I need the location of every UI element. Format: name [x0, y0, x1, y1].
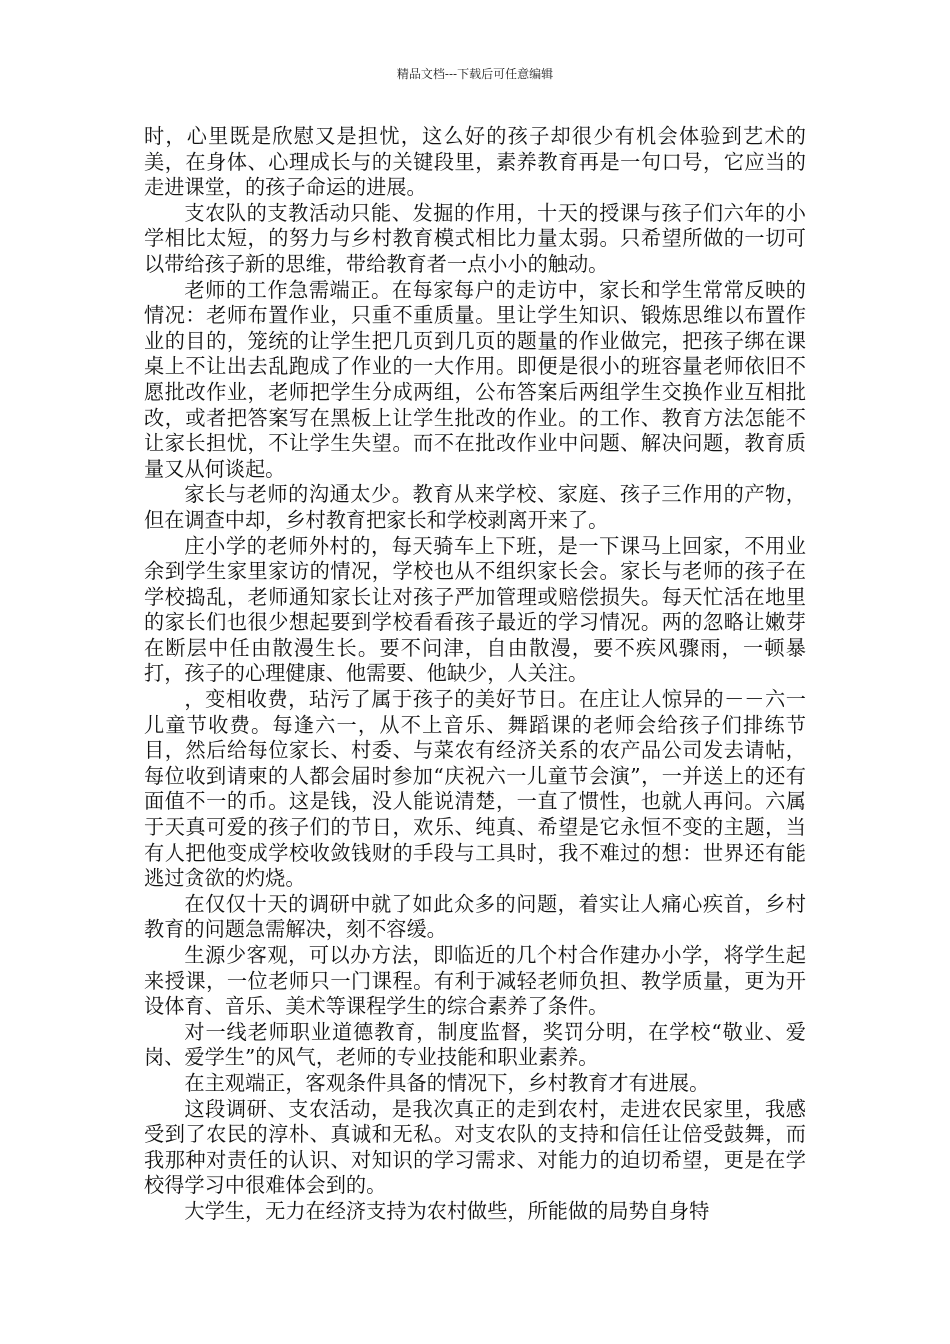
paragraph: 在仅仅十天的调研中就了如此众多的问题，着实让人痛心疾首，乡村教育的问题急需解决，刻不容缓。 [144, 891, 806, 942]
paragraph: 这段调研、支农活动，是我次真正的走到农村，走进农民家里，我感受到了农民的淳朴、真诚和无私。对支农队的支持和信任让倍受鼓舞，而我那种对责任的认识、对知识的学习需求、对能力的迫切希望，更是在学校得学习中很难体会到的。 [144, 1096, 806, 1198]
paragraph: 大学生，无力在经济支持为农村做些，所能做的局势自身特 [184, 1198, 710, 1223]
paragraph: 老师的工作急需端正。在每家每户的走访中，家长和学生常常反映的情况：老师布置作业，只重不重质量。里让学生知识、锻炼思维以布置作业的目的，笼统的让学生把几页到几页的题量的作业做完，把孩子绑在课桌上不让出去乱跑成了作业的一大作用。即便是很小的班容量老师依旧不愿批改作业，老师把学生分成两组，公布答案后两组学生交换作业互相批改，或者把答案写在黑板上让学生批改的作业。的工作、教育方法怎能不让家长担忧，不让学生失望。而不在批改作业中问题、解决问题，教育质量又从何谈起。 [144, 277, 806, 481]
page-header: 精品文档---下载后可任意编辑 [396, 67, 554, 81]
paragraph: 时，心里既是欣慰又是担忧，这么好的孩子却很少有机会体验到艺术的美，在身体、心理成长与的关键段里，素养教育再是一句口号，它应当的走进课堂，的孩子命运的进展。 [144, 124, 806, 200]
paragraph: 在主观端正，客观条件具备的情况下，乡村教育才有进展。 [184, 1070, 710, 1095]
paragraph: 家长与老师的沟通太少。教育从来学校、家庭、孩子三作用的产物，但在调查中却，乡村教育把家长和学校剥离开来了。 [144, 482, 806, 532]
document-body [144, 124, 806, 1225]
paragraph: 支农队的支教活动只能、发掘的作用，十天的授课与孩子们六年的小学相比太短，的努力与乡村教育模式相比力量太弱。只希望所做的一切可以带给孩子新的思维，带给教育者一点小小的触动。 [144, 200, 806, 276]
paragraph: ，变相收费，玷污了属于孩子的美好节日。在庄让人惊异的－－六一儿童节收费。每逢六一，从不上音乐、舞蹈课的老师会给孩子们排练节目，然后给每位家长、村委、与菜农有经济关系的农产品公司发去请帖，每位收到请柬的人都会届时参加“庆祝六一儿童节会演”，一并送上的还有面值不一的币。这是钱，没人能说清楚，一直了惯性，也就人再问。六属于天真可爱的孩子们的节日，欢乐、纯真、希望是它永恒不变的主题，当有人把他变成学校收敛钱财的手段与工具时，我不难过的想：世界还有能逃过贪欲的灼烧。 [144, 687, 806, 891]
paragraph: 生源少客观，可以办方法，即临近的几个村合作建办小学，将学生起来授课，一位老师只一门课程。有利于减轻老师负担、教学质量，更为开设体育、音乐、美术等课程学生的综合素养了条件。 [144, 943, 806, 1019]
paragraph: 庄小学的老师外村的，每天骑车上下班，是一下课马上回家，不用业余到学生家里家访的情况，学校也从不组织家长会。家长与老师的孩子在学校捣乱，老师通知家长让对孩子严加管理或赔偿损失。每天忙活在地里的家长们也很少想起要到学校看看孩子最近的学习情况。两的忽略让嫩芽在断层中任由散漫生长。要不问津，自由散漫，要不疾风骤雨，一顿暴打，孩子的心理健康、他需要、他缺少，人关注。 [144, 533, 806, 686]
paragraph: 对一线老师职业道德教育，制度监督，奖罚分明，在学校“敬业、爱岗、爱学生”的风气，老师的专业技能和职业素养。 [144, 1019, 806, 1070]
